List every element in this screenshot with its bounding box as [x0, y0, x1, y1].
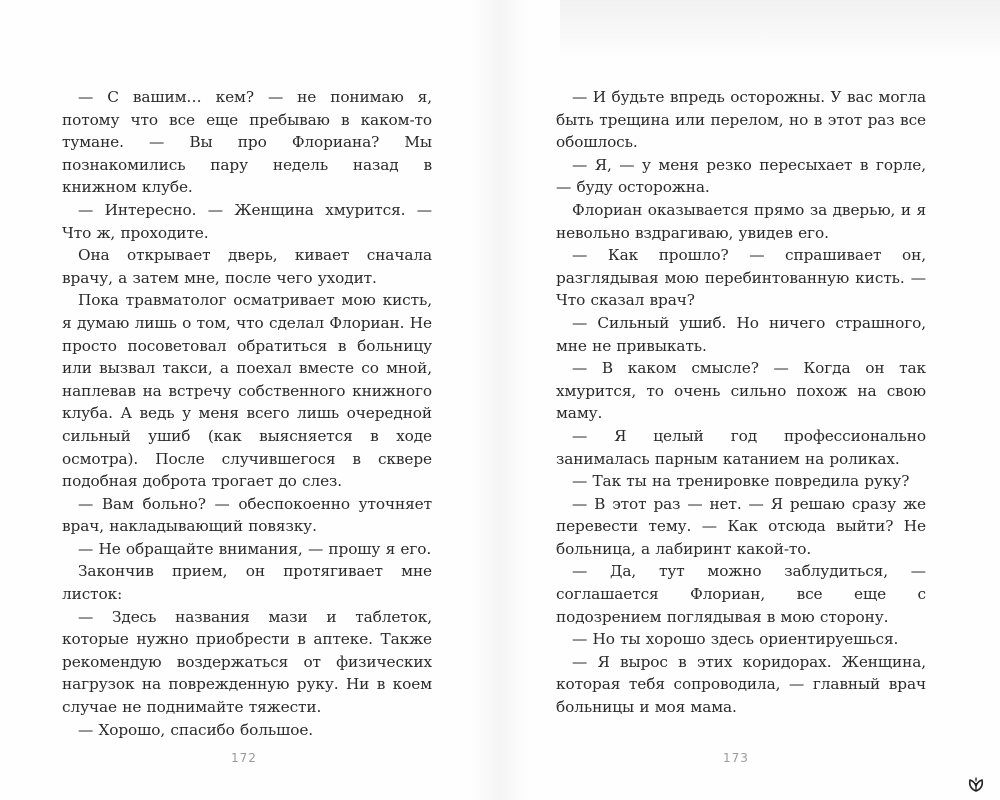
- paragraph: Пока травматолог осматривает мою кисть, я думаю лишь о том, что сделал Флориан. Не просто посоветовал обратиться в больницу или вызвал такси, а поехал вместе со мной, наплевав на встречу собственного книжного клуба. А ведь у меня всего лишь очередной сильный ушиб (как выясняется в ходе осмотра). После случившегося в сквере подобная доброта трогает до слез.: [62, 291, 432, 491]
- paragraph: — Я вырос в этих коридорах. Женщина, которая тебя сопроводила, — главный врач больницы и моя мама.: [556, 652, 926, 717]
- left-page-number: 172: [231, 751, 257, 765]
- paragraph: — Так ты на тренировке повредила руку?: [572, 472, 910, 491]
- paragraph: — Сильный ушиб. Но ничего страшного, мне не привыкать.: [556, 313, 926, 355]
- paragraph: Она открывает дверь, кивает сначала врачу, а затем мне, после чего уходит.: [62, 246, 432, 287]
- paragraph: — В этот раз — нет. — Я решаю сразу же перевести тему. — Как отсюда выйти? Не больница, а лабиринт какой-то.: [556, 494, 926, 558]
- paragraph: — Как прошло? — спрашивает он, разглядывая мою перебинтованную кисть. — Что сказал врач?: [556, 246, 926, 310]
- paragraph: — Не обращайте внимания, — прошу я его.: [78, 539, 432, 558]
- paragraph: — Я целый год профессионально занималась парным катанием на роликах.: [556, 426, 926, 468]
- left-page-text: [62, 86, 432, 741]
- paragraph: — Я, — у меня резко пересыхает в горле, — буду осторожна.: [556, 155, 926, 197]
- show-through-bleed: [560, 0, 1000, 60]
- paragraph: — Да, тут можно заблудиться, — соглашается Флориан, все еще с подозрением поглядывая в мою сторону.: [556, 562, 926, 626]
- paragraph: — И будьте впредь осторожны. У вас могла быть трещина или перелом, но в этот раз все обошлось.: [556, 88, 926, 152]
- right-page-text: [556, 86, 926, 719]
- gutter-shadow: [470, 0, 530, 800]
- paragraph: — С вашим… кем? — не понимаю я, потому что все еще пребываю в каком-то тумане. — Вы про Флориана? Мы познакомились пару недель назад в книжном клубе.: [62, 88, 432, 197]
- paragraph: — Здесь названия мази и таблеток, которые нужно приобрести в аптеке. Также рекомендую воздержаться от физических нагрузок на поврежденную руку. Ни в коем случае не поднимайте тяжести.: [62, 607, 432, 717]
- paragraph: Закончив прием, он протягивает мне листок:: [62, 562, 432, 604]
- publisher-leaf-icon: [966, 774, 986, 794]
- right-page-number: 173: [723, 751, 749, 765]
- paragraph: — Вам больно? — обеспокоенно уточняет врач, накладывающий повязку.: [62, 494, 432, 536]
- paragraph: — Хорошо, спасибо большое.: [78, 720, 314, 739]
- paragraph: Флориан оказывается прямо за дверью, и я невольно вздрагиваю, увидев его.: [556, 200, 926, 242]
- paragraph: — Но ты хорошо здесь ориентируешься.: [572, 630, 899, 649]
- paragraph: — Интересно. — Женщина хмурится. — Что ж, проходите.: [62, 200, 432, 242]
- paragraph: — В каком смысле? — Когда он так хмурится, то очень сильно похож на свою маму.: [556, 359, 926, 423]
